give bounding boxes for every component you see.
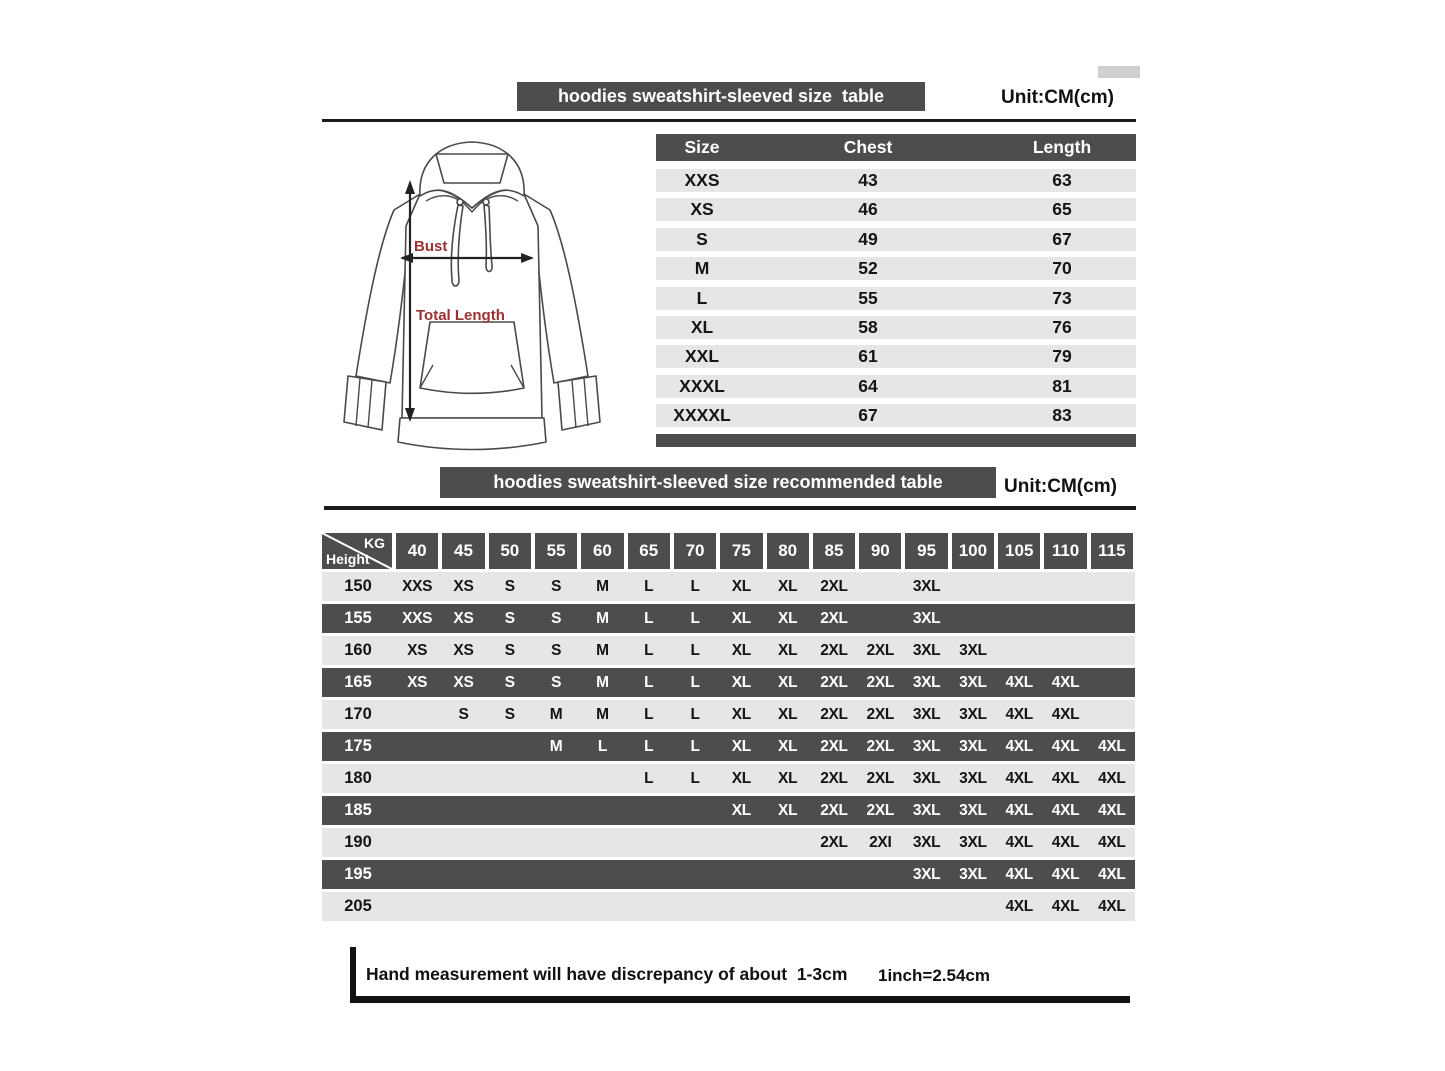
size-table-cell-size: S (696, 228, 708, 249)
recommended-size-cell: 3XL (912, 641, 941, 659)
recommended-size-cell (811, 860, 857, 889)
eyelet-right (483, 199, 489, 205)
recommended-size-cell: 3XL (912, 705, 941, 723)
recommended-size-cell (950, 892, 996, 921)
recommended-size-cell (1089, 572, 1135, 601)
recommended-row (322, 892, 1135, 921)
recommended-row (322, 604, 1135, 633)
size-table-row (656, 228, 1136, 251)
recommended-row (322, 636, 1135, 665)
top-divider-line (322, 119, 1136, 122)
recommended-size-cell: 4XL (1005, 673, 1033, 691)
recommended-size-cell: 4XL (1098, 833, 1126, 851)
recommended-size-cell: 2XL (820, 769, 848, 787)
weight-column-header: 55 (535, 533, 577, 569)
size-table-cell-chest: 43 (858, 170, 878, 190)
recommended-size-cell: 2XL (820, 801, 848, 819)
recommended-size-cell: L (690, 577, 700, 595)
size-table-row (656, 345, 1136, 368)
recommended-size-cell: L (644, 737, 654, 755)
recommended-size-cell (394, 700, 440, 729)
recommended-row (322, 860, 1135, 889)
recommended-size-cell (487, 860, 533, 889)
recommended-size-cell: 4XL (1098, 769, 1126, 787)
hoodie-measurement-diagram (336, 130, 608, 460)
size-table-bottom-bar (656, 434, 1136, 447)
recommended-size-cell (1089, 604, 1135, 633)
recommended-size-cell (394, 764, 440, 793)
row-height-label: 205 (344, 897, 372, 915)
weight-column-header: 50 (489, 533, 531, 569)
size-table-cell-chest: 67 (858, 405, 878, 426)
recommended-size-cell: 3XL (959, 865, 987, 883)
recommended-size-cell: L (597, 737, 607, 755)
recommended-size-cell: 4XL (1098, 865, 1126, 883)
size-table-cell-length: 70 (1052, 258, 1072, 279)
recommended-row (322, 572, 1135, 601)
recommended-size-cell (533, 828, 579, 857)
recommended-size-cell: 2XL (820, 705, 848, 723)
size-table-title: hoodies sweatshirt-sleeved size table (557, 86, 885, 106)
size-table-cell-size: XS (690, 199, 714, 220)
weight-column-header: 75 (720, 533, 762, 569)
recommended-size-cell: S (551, 641, 562, 659)
recommended-size-cell (533, 860, 579, 889)
recommended-size-cell: 4XL (1005, 737, 1033, 755)
recommended-size-cell: XS (407, 673, 428, 691)
size-table-cell-length: 76 (1052, 316, 1072, 337)
recommended-size-cell (440, 732, 486, 761)
recommended-size-cell: S (551, 609, 562, 627)
recommended-size-cell: S (458, 705, 469, 723)
recommended-size-cell: 3XL (959, 641, 987, 659)
recommended-size-cell: XL (778, 577, 798, 595)
weight-column-header: 95 (905, 533, 947, 569)
recommended-size-cell (1089, 668, 1135, 697)
recommended-size-cell (857, 860, 903, 889)
size-table-body (656, 169, 1136, 427)
recommended-size-cell (394, 860, 440, 889)
size-table-row (656, 316, 1136, 339)
recommended-size-cell: 3XL (959, 801, 987, 819)
recommended-size-cell (1042, 604, 1088, 633)
middle-divider-line (324, 506, 1136, 510)
recommended-size-cell: XXS (402, 577, 433, 595)
size-table-cell-length: 63 (1052, 170, 1072, 190)
recommended-size-cell: XL (778, 801, 798, 819)
recommended-size-cell: XXS (402, 609, 433, 627)
recommended-size-cell: XL (731, 577, 751, 595)
recommended-size-cell: XS (453, 673, 474, 691)
recommended-size-cell: XL (731, 641, 751, 659)
recommended-size-cell: 4XL (1098, 737, 1126, 755)
kg-height-corner-cell (322, 533, 392, 569)
recommended-size-cell (1089, 700, 1135, 729)
recommended-size-cell: XL (731, 705, 751, 723)
recommended-size-cell (996, 572, 1042, 601)
recommended-size-cell (672, 796, 718, 825)
column-header-size: Size (684, 137, 720, 157)
size-table-cell-size: XXXXL (673, 405, 731, 426)
recommended-size-cell (626, 828, 672, 857)
recommended-size-cell: 4XL (1051, 897, 1080, 915)
recommended-size-cell (487, 796, 533, 825)
recommended-size-cell: S (504, 705, 515, 723)
recommended-size-cell: 2XL (820, 609, 848, 627)
size-table-row (656, 375, 1136, 398)
height-corner-label: Height (326, 551, 370, 567)
recommended-size-cell: 4XL (1051, 769, 1080, 787)
recommended-size-cell: XL (731, 737, 751, 755)
row-height-label: 170 (344, 705, 372, 723)
recommended-size-cell: L (644, 705, 654, 723)
recommended-size-cell: M (596, 577, 609, 595)
recommended-size-cell (533, 796, 579, 825)
recommended-size-cell: L (690, 673, 700, 691)
recommended-size-cell (394, 828, 440, 857)
recommended-size-cell: XL (778, 737, 798, 755)
recommended-size-cell: S (551, 673, 562, 691)
inch-conversion-note: 1inch=2.54cm (878, 966, 990, 985)
size-table-cell-chest: 61 (858, 346, 878, 367)
recommended-size-cell: XL (731, 801, 751, 819)
size-table-cell-chest: 49 (858, 228, 878, 249)
size-table-header-row (656, 134, 1136, 161)
recommended-size-cell: M (596, 609, 609, 627)
recommended-row (322, 796, 1135, 825)
recommended-size-cell: 3XL (912, 673, 941, 691)
recommended-size-cell (487, 732, 533, 761)
recommended-size-cell (765, 892, 811, 921)
size-table-cell-length: 83 (1052, 405, 1072, 426)
recommended-size-cell: 3XL (959, 769, 987, 787)
recommended-size-cell: L (644, 769, 654, 787)
recommended-size-cell: S (504, 641, 515, 659)
recommended-size-cell (626, 892, 672, 921)
recommended-size-cell (996, 636, 1042, 665)
recommended-size-cell (487, 892, 533, 921)
recommended-size-cell: XL (778, 769, 798, 787)
hoodie-sketch (336, 130, 608, 460)
weight-column-header: 105 (998, 533, 1040, 569)
weight-column-header: 45 (442, 533, 484, 569)
recommended-size-cell (857, 892, 903, 921)
row-height-label: 165 (344, 673, 372, 691)
recommended-size-cell: L (690, 737, 700, 755)
recommended-size-cell: 4XL (1051, 833, 1080, 851)
recommended-size-cell: 3XL (912, 769, 941, 787)
recommended-size-cell (718, 860, 764, 889)
kangaroo-pocket (420, 322, 524, 393)
recommended-size-cell: XL (778, 705, 798, 723)
recommended-size-cell (440, 828, 486, 857)
recommended-size-cell: 3XL (959, 705, 987, 723)
recommended-size-cell: 3XL (959, 737, 987, 755)
recommended-size-cell: 3XL (912, 801, 941, 819)
recommended-size-cell: L (690, 769, 700, 787)
size-table-cell-size: L (696, 287, 708, 308)
weight-column-header: 65 (628, 533, 670, 569)
recommended-size-cell (394, 892, 440, 921)
recommended-size-cell (672, 892, 718, 921)
weight-column-header: 70 (674, 533, 716, 569)
recommended-size-cell: S (504, 609, 515, 627)
size-table-cell-length: 79 (1052, 346, 1072, 367)
row-height-label: 155 (344, 609, 372, 627)
recommended-size-cell: L (644, 577, 654, 595)
recommended-size-cell (996, 604, 1042, 633)
size-table-cell-size: M (694, 258, 710, 279)
recommended-size-cell (765, 828, 811, 857)
recommended-size-cell: 2XL (866, 801, 895, 819)
recommended-size-cell (1089, 636, 1135, 665)
recommended-size-cell: 3XL (912, 833, 941, 851)
recommended-row (322, 700, 1135, 729)
recommended-size-cell (440, 764, 486, 793)
recommended-size-cell: XL (778, 609, 798, 627)
recommended-size-cell: 4XL (1005, 865, 1033, 883)
hoodie-right-cuff (558, 376, 600, 430)
recommended-row (322, 668, 1135, 697)
recommended-size-cell: M (549, 737, 563, 755)
column-header-chest: Chest (843, 137, 893, 157)
recommended-size-cell: 4XL (1005, 705, 1033, 723)
recommended-size-cell: L (644, 673, 654, 691)
recommended-size-cell: 4XL (1098, 897, 1126, 915)
size-table-cell-chest: 64 (858, 375, 878, 396)
recommended-size-cell: L (690, 705, 700, 723)
recommended-size-cell: 2XL (820, 833, 848, 851)
recommended-size-cell (440, 796, 486, 825)
bust-label: Bust (414, 238, 448, 255)
recommended-title-bar (440, 467, 996, 498)
recommended-size-cell (718, 828, 764, 857)
size-table-cell-length: 81 (1052, 375, 1072, 396)
size-table-row (656, 404, 1136, 427)
weight-column-header: 115 (1091, 533, 1133, 569)
recommended-size-cell (579, 764, 625, 793)
recommended-size-cell: M (596, 673, 609, 691)
recommended-size-cell: XS (407, 641, 428, 659)
weight-column-header: 60 (581, 533, 623, 569)
recommended-size-cell: 4XL (1005, 833, 1033, 851)
row-height-label: 150 (344, 577, 372, 595)
kg-corner-label: KG (364, 535, 385, 551)
recommended-size-cell: XL (778, 673, 798, 691)
recommended-size-cell: 3XL (959, 833, 987, 851)
hoodie-hem (398, 418, 546, 450)
recommended-size-cell (1042, 636, 1088, 665)
recommended-size-cell: XL (731, 609, 751, 627)
size-table (656, 134, 1136, 447)
recommended-size-cell (718, 892, 764, 921)
recommended-size-cell: XL (731, 769, 751, 787)
row-height-label: 180 (344, 769, 372, 787)
recommended-size-cell: 2XL (866, 641, 895, 659)
matrix-body (322, 572, 1135, 921)
recommended-size-cell: 2XL (820, 577, 848, 595)
size-table-cell-chest: 52 (858, 258, 878, 279)
footer-corner-line-horizontal (350, 996, 1130, 1003)
recommended-size-cell: 4XL (1005, 769, 1033, 787)
recommended-row (322, 828, 1135, 857)
recommended-size-cell (579, 892, 625, 921)
recommended-size-cell (487, 828, 533, 857)
weight-column-header: 40 (396, 533, 438, 569)
recommended-size-cell: L (690, 609, 700, 627)
hood-inner-panel (436, 154, 508, 183)
recommended-row (322, 764, 1135, 793)
recommended-size-cell: 4XL (1051, 865, 1080, 883)
recommended-size-cell: 4XL (1098, 801, 1126, 819)
size-table-title-bar (517, 82, 925, 111)
size-table-cell-chest: 58 (858, 316, 878, 337)
recommended-size-cell (626, 860, 672, 889)
size-table-cell-chest: 55 (858, 287, 878, 308)
size-table-cell-size: XXL (684, 346, 720, 367)
measurement-note: Hand measurement will have discrepancy of about 1-3cm (366, 964, 848, 984)
weight-column-header: 85 (813, 533, 855, 569)
size-table-row (656, 198, 1136, 221)
recommended-size-cell (1042, 572, 1088, 601)
size-table-row (656, 287, 1136, 310)
recommended-size-cell (950, 604, 996, 633)
size-table-cell-size: XXS (684, 170, 720, 190)
recommended-unit-label: Unit:CM(cm) (1004, 476, 1117, 497)
eyelet-left (457, 199, 463, 205)
recommended-size-cell: 4XL (1005, 801, 1033, 819)
column-header-length: Length (1032, 137, 1092, 157)
size-table-row (656, 169, 1136, 192)
recommended-size-cell: L (644, 641, 654, 659)
recommended-size-cell (394, 796, 440, 825)
recommended-size-cell (533, 892, 579, 921)
footer-corner-line-vertical (350, 947, 356, 1003)
recommended-size-cell: 2XL (866, 769, 895, 787)
row-height-label: 185 (344, 801, 372, 819)
recommended-size-cell: 3XL (912, 609, 941, 627)
row-height-label: 160 (344, 641, 372, 659)
recommended-size-cell: 4XL (1051, 737, 1080, 755)
recommended-row (322, 732, 1135, 761)
recommended-size-cell: 4XL (1051, 801, 1080, 819)
recommended-size-cell: 2XL (866, 673, 895, 691)
recommended-size-cell (672, 860, 718, 889)
recommended-size-cell: 4XL (1005, 897, 1033, 915)
recommended-size-cell: S (504, 673, 515, 691)
recommended-size-cell: L (644, 609, 654, 627)
recommended-size-cell (672, 828, 718, 857)
row-height-label: 175 (344, 737, 372, 755)
recommended-size-cell (811, 892, 857, 921)
hoodie-left-cuff (344, 376, 386, 430)
matrix-header-row (322, 533, 1135, 569)
recommended-size-cell: 3XL (959, 673, 987, 691)
recommended-size-cell (579, 796, 625, 825)
recommended-size-cell: XL (731, 673, 751, 691)
weight-column-header: 100 (952, 533, 994, 569)
recommended-size-cell: 2XL (820, 673, 848, 691)
recommended-size-cell: XS (453, 641, 474, 659)
recommended-size-cell: S (551, 577, 562, 595)
recommended-size-cell: 2XL (866, 705, 895, 723)
weight-column-header: 110 (1044, 533, 1086, 569)
recommended-size-cell (857, 604, 903, 633)
recommended-title: hoodies sweatshirt-sleeved size recommended table (493, 472, 943, 492)
recommended-size-cell (440, 860, 486, 889)
recommended-size-cell: 3XL (912, 865, 941, 883)
recommended-size-cell: 3XL (912, 577, 941, 595)
recommended-size-cell: 2XL (820, 641, 848, 659)
recommended-size-cell: XL (778, 641, 798, 659)
recommended-size-cell (765, 860, 811, 889)
size-table-cell-size: XL (690, 316, 714, 337)
artifact-mark (1098, 66, 1140, 78)
recommended-size-cell (950, 572, 996, 601)
total-length-label: Total Length (416, 307, 505, 324)
recommended-size-cell: XS (453, 577, 474, 595)
recommended-size-cell: M (596, 641, 609, 659)
recommended-size-cell: 4XL (1051, 673, 1080, 691)
recommended-size-cell: 2XL (866, 737, 895, 755)
recommended-size-cell: 2XL (820, 737, 848, 755)
weight-column-header: 90 (859, 533, 901, 569)
size-table-cell-chest: 46 (858, 199, 878, 220)
recommended-size-cell (579, 828, 625, 857)
recommended-size-cell (579, 860, 625, 889)
recommended-size-matrix (322, 533, 1135, 921)
size-table-cell-length: 73 (1052, 287, 1072, 308)
recommended-size-cell (857, 572, 903, 601)
recommended-size-cell (533, 764, 579, 793)
size-table-cell-size: XXXL (679, 375, 725, 396)
recommended-size-cell: 4XL (1051, 705, 1080, 723)
recommended-size-cell (626, 796, 672, 825)
recommended-size-cell: M (549, 705, 563, 723)
row-height-label: 195 (344, 865, 372, 883)
recommended-size-cell: 2XI (869, 833, 892, 851)
recommended-size-cell (903, 892, 949, 921)
size-table-row (656, 257, 1136, 280)
recommended-size-cell: S (504, 577, 515, 595)
row-height-label: 190 (344, 833, 372, 851)
size-table-cell-length: 65 (1052, 199, 1072, 220)
recommended-size-cell: M (596, 705, 609, 723)
recommended-size-cell: L (690, 641, 700, 659)
recommended-size-cell (394, 732, 440, 761)
recommended-size-cell (487, 764, 533, 793)
recommended-size-cell (440, 892, 486, 921)
recommended-size-cell: 3XL (912, 737, 941, 755)
weight-column-header: 80 (767, 533, 809, 569)
size-table-cell-length: 67 (1052, 228, 1072, 249)
recommended-size-cell: XS (453, 609, 474, 627)
size-table-unit-label: Unit:CM(cm) (1001, 87, 1114, 108)
